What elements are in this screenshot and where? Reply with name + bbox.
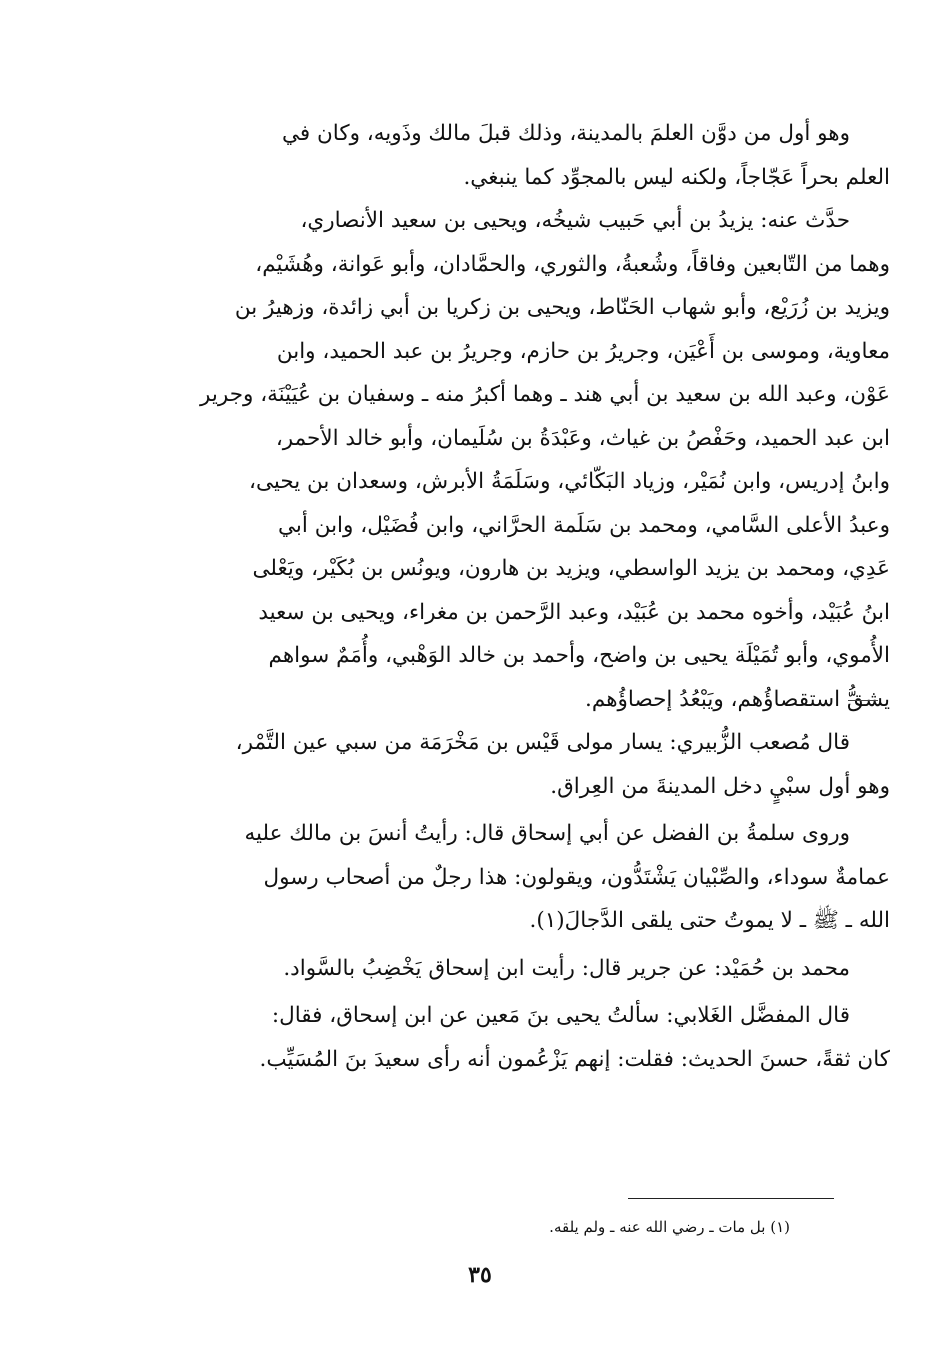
text-line: وعبدُ الأعلى السَّامي، ومحمد بن سَلَمة الحرَّاني، وابن فُضَيْل، وابن أبي xyxy=(278,512,890,538)
text-line: قال المفضَّل الغَلابي: سألتُ يحيى بنَ مَعين عن ابن إسحاق، فقال: xyxy=(271,1003,850,1028)
text-line: العلم بحراً عَجّاجاً، ولكنه ليس بالمجوِّد كما ينبغي. xyxy=(463,164,890,190)
text-line: وهو أول من دوَّن العلمَ بالمدينة، وذلك قبلَ مالك وذَويه، وكان في xyxy=(281,121,850,146)
text-line: عَوْن، وعبد الله بن سعيد بن أبي هند ـ وهما أكبرُ منه ـ وسفيان بن عُيَيْنَة، وجرير xyxy=(200,382,890,407)
text-line: وروى سلمةُ بن الفضل عن أبي إسحاق قال: رأيتُ أنسَ بن مالك عليه xyxy=(244,821,850,846)
text-line: وهو أول سبْيٍ دخل المدينةَ من العِراق. xyxy=(550,773,890,799)
text-line: ابنُ عُبَيْد، وأخوه محمد بن عُبَيْد، وعبد الرَّحمن بن مغراء، ويحيى بن سعيد xyxy=(258,599,890,625)
text-line: ويزيد بن زُرَيْع، وأبو شهاب الحَنّاط، ويحيى بن زكريا بن أبي زائدة، وزهيرُ بن xyxy=(234,295,890,320)
text-line: عَدِي، ومحمد بن يزيد الواسطي، ويزيد بن هارون، ويونُس بن بُكَيْر، ويَعْلى xyxy=(252,556,890,581)
text-line: معاوية، وموسى بن أَعْيَن، وجريرُ بن حازم، وجريرُ بن عبد الحميد، وابن xyxy=(276,338,890,364)
text-line: وهما من التّابعين وفاقاً، وشُعبةُ، والثوري، والحمَّادان، وأبو عَوانة، وهُشَيْم، xyxy=(255,251,890,277)
text-line: حدَّث عنه: يزيدُ بن أبي حَبيب شيخُه، ويحيى بن سعيد الأنصاري، xyxy=(300,208,850,233)
footnote: (١) بل مات ـ رضي الله عنه ـ ولم يلقه. xyxy=(549,1218,790,1236)
footnote-divider xyxy=(628,1198,834,1199)
text-line: ابن عبد الحميد، وحَفْصُ بن غياث، وعَبْدَةُ بن سُلَيمان، وأبو خالد الأحمر، xyxy=(275,425,890,451)
text-line: يشقُّ استقصاؤُهم، ويَبْعُدُ إحصاؤُهم. xyxy=(585,686,890,712)
page-number: ٣٥ xyxy=(468,1262,492,1288)
margin-mark xyxy=(848,700,878,701)
text-line: الأُموي، وأبو تُمَيْلَة يحيى بن واضح، وأحمد بن خالد الوَهْبي، وأُمَمٌ سواهم xyxy=(268,643,890,668)
text-line: وابنُ إدريس، وابن نُمَيْر، وزياد البَكّائي، وسَلَمَةُ الأبرش، وسعدان بن يحيى، xyxy=(249,469,890,494)
text-line: قال مُصعب الزُّبيري: يسار مولى قَيْس بن مَخْرَمَة من سبي عين التَّمْر، xyxy=(235,730,850,755)
main-text xyxy=(162,112,890,1081)
text-line: كان ثقةً، حسنَ الحديث: فقلت: إنهم يَزْعُمون أنه رأى سعيدَ بنَ المُسَيِّب. xyxy=(259,1046,890,1072)
text-line: الله ـ ﷺ ـ لا يموتُ حتى يلقى الدَّجالَ(١). xyxy=(529,908,890,933)
text-line: عمامةٌ سوداء، والصِّبْيان يَشْتَدُّون، ويقولون: هذا رجلٌ من أصحاب رسول xyxy=(263,864,890,890)
text-line: محمد بن حُمَيْد: عن جرير قال: رأيت ابن إسحاق يَخْضِبُ بالسَّواد. xyxy=(283,955,850,981)
